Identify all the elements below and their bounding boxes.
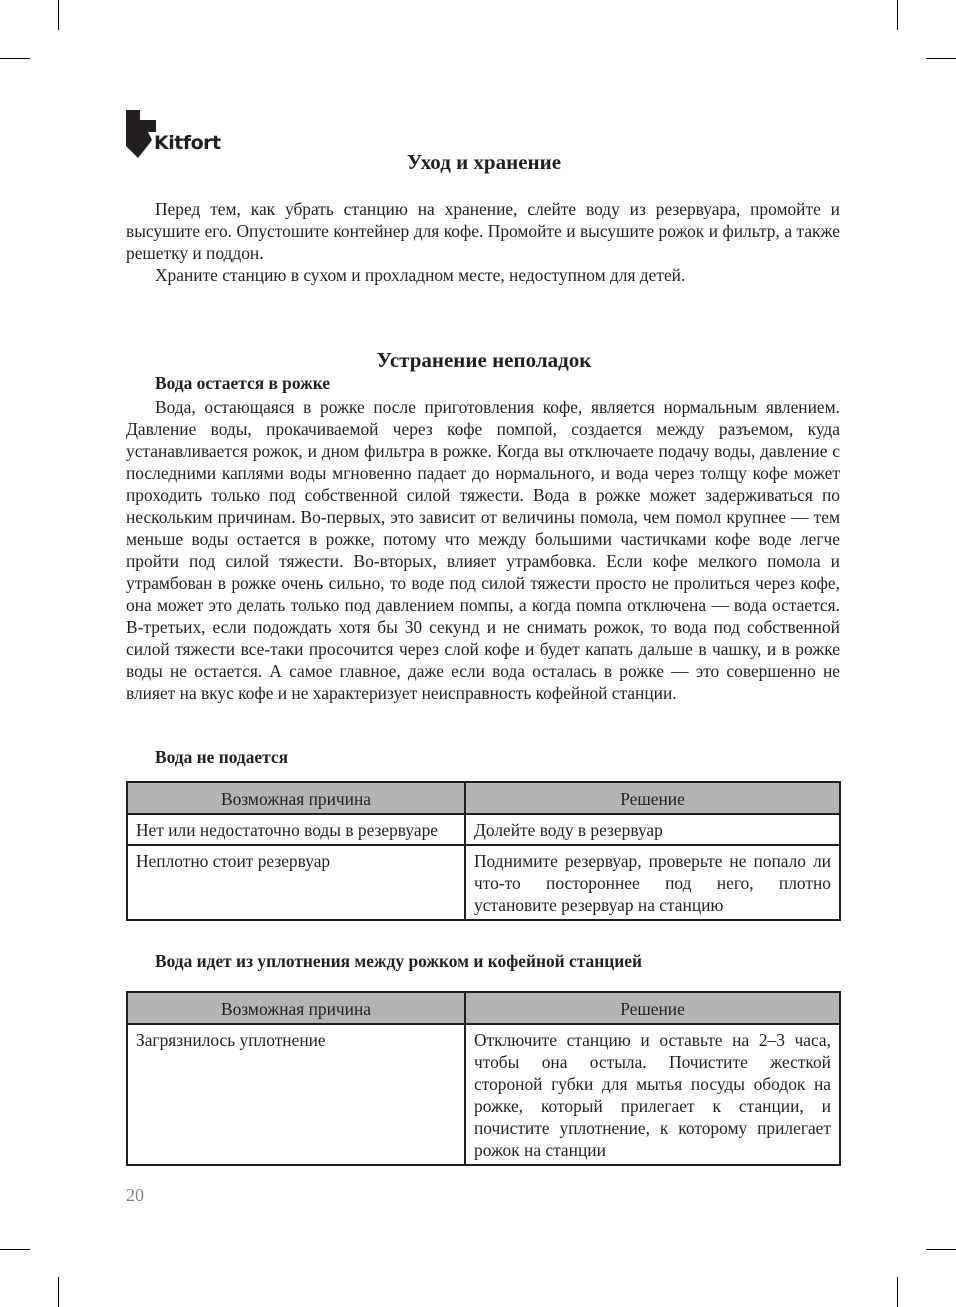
care-title: Уход и хранение [406, 150, 562, 174]
crop-mark-bottom-left-v [58, 1277, 59, 1307]
solution-cell: Долейте воду в резервуар [465, 814, 840, 845]
water-remains-paragraph: Вода, остающаяся в рожке после приготовления кофе, является нормальным явлением. Давление воды, прокачиваемой через кофе помпой, создается между разъемом, куда устанавливается рожок, и дном фильтра в рожке. Когда вы отключаете подачу воды, давление с последними каплями воды мгновенно падает до нормального, и вода через толщу кофе может проходить только под собственной силой тяжести. Вода в рожке может задерживаться по нескольким причинам. Во-первых, это зависит от величины помола, чем помол крупнее — тем меньше воды остается в рожке, потому что между большими частичками кофе воде легче пройти под силой тяжести. Во-вторых, влияет утрамбовка. Если кофе мелкого помола и утрамбован в рожке очень сильно, то воде под силой тяжести просто не пролиться через кофе, она может это делать только под давлением помпы, а когда помпа отключена — вода остается. В-третьих, если подождать хотя бы 30 секунд и не снимать рожок, то вода под собственной силой тяжести все-таки просочится через слой кофе и будет капать дальше в чашку, и в рожке воды не остается. А самое главное, даже если вода осталась в рожке — это совершенно не влияет на вкус кофе и не характеризует неисправность кофейной станции. [126, 397, 840, 703]
table-row [127, 845, 840, 920]
water-remains-heading: Вода остается в рожке [155, 373, 331, 393]
column-header-cause: Возможная причина [127, 782, 465, 814]
crop-mark-bottom-right-h [926, 1249, 956, 1250]
care-paragraph: Перед тем, как убрать станцию на хранение, слейте воду из резервуара, промойте и высушите его. Опустошите контейнер для кофе. Промойте и высушите рожок и фильтр, а также решетку и поддон. [126, 199, 840, 263]
table-header-row [127, 992, 840, 1024]
solution-cell: Поднимите резервуар, проверьте не попало ли что-то постороннее под него, плотно установите резервуар на станцию [465, 845, 840, 920]
page-number: 20 [126, 1185, 144, 1205]
column-header-cause: Возможная причина [127, 992, 465, 1024]
table-row [127, 814, 840, 845]
cause-cell: Нет или недостаточно воды в резервуаре [127, 814, 465, 845]
no-water-table [126, 781, 841, 921]
crop-mark-bottom-right-v [897, 1277, 898, 1307]
crop-mark-top-right-h [926, 58, 956, 59]
table-row [127, 1024, 840, 1165]
crop-mark-top-left-v [58, 0, 59, 30]
care-paragraph: Храните станцию в сухом и прохладном месте, недоступном для детей. [155, 265, 686, 285]
seal-leak-heading: Вода идет из уплотнения между рожком и кофейной станцией [155, 951, 643, 971]
column-header-solution: Решение [465, 782, 840, 814]
crop-mark-top-right-v [897, 0, 898, 30]
crop-mark-bottom-left-h [0, 1249, 30, 1250]
no-water-heading: Вода не подается [155, 747, 289, 767]
table-header-row [127, 782, 840, 814]
brand-name: Kitfort [154, 132, 221, 154]
seal-leak-table [126, 991, 841, 1166]
water-remains-text [126, 396, 840, 704]
troubleshooting-title: Устранение неполадок [376, 348, 592, 372]
crop-mark-top-left-h [0, 58, 30, 59]
solution-cell: Отключите станцию и оставьте на 2–3 часа, чтобы она остыла. Почистите жесткой стороной губки для мытья посуды ободок на рожке, который прилегает к станции, и почистите уплотнение, к которому прилегает рожок на станции [465, 1024, 840, 1165]
cause-cell: Загрязнилось уплотнение [127, 1024, 465, 1165]
care-text [126, 198, 840, 286]
column-header-solution: Решение [465, 992, 840, 1024]
cause-cell: Неплотно стоит резервуар [127, 845, 465, 920]
